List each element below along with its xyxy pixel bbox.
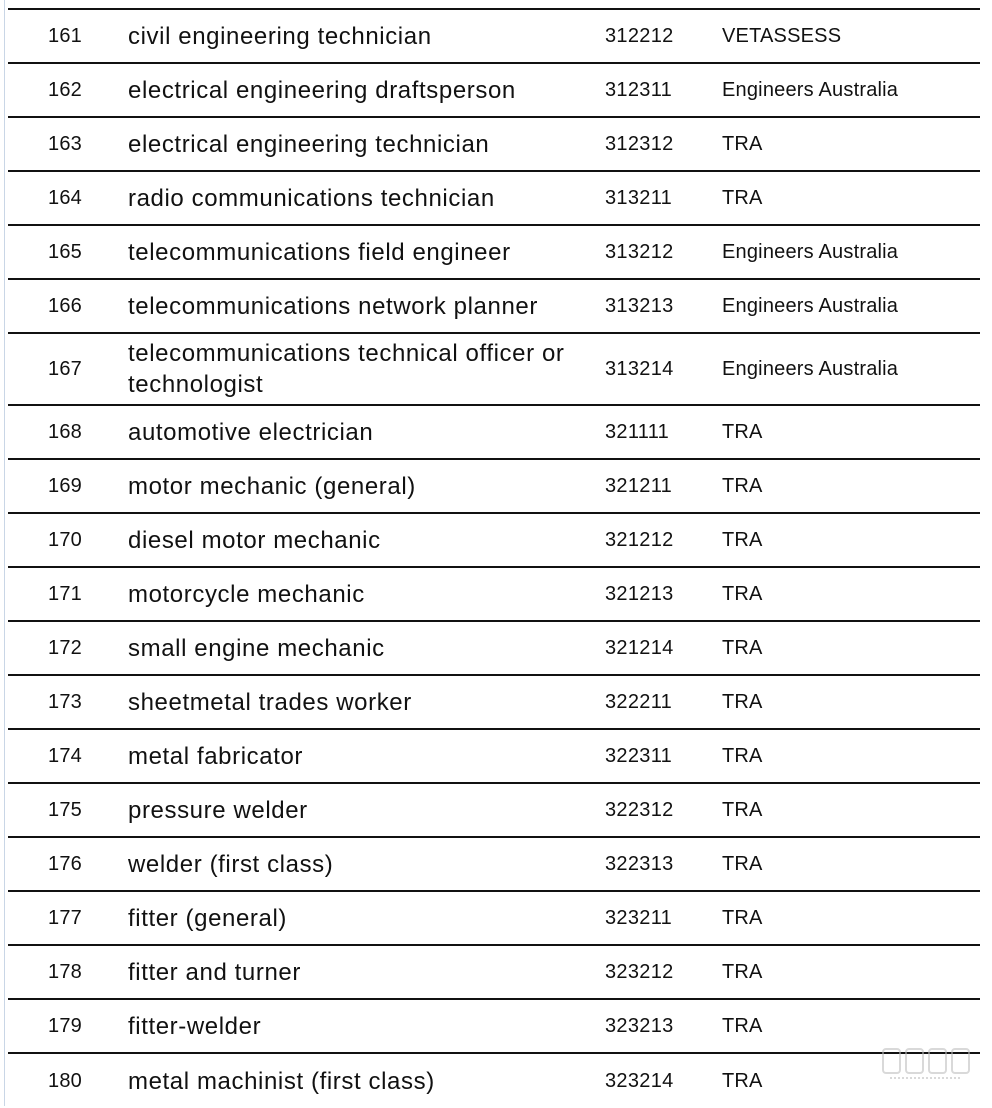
row-number: 173 — [48, 690, 82, 713]
row-number: 164 — [48, 186, 82, 209]
table-row — [8, 8, 980, 62]
assessing-authority: TRA — [722, 852, 763, 875]
row-number: 171 — [48, 582, 82, 605]
row-number: 163 — [48, 132, 82, 155]
table-row — [8, 224, 980, 278]
assessing-authority: TRA — [722, 1014, 763, 1037]
occupation-name: fitter-welder — [128, 1012, 262, 1040]
row-number: 172 — [48, 636, 82, 659]
occupation-name: small engine mechanic — [128, 634, 385, 662]
anzsco-code: 322312 — [605, 798, 674, 821]
anzsco-code: 313211 — [605, 186, 673, 209]
occupation-name: fitter (general) — [128, 904, 287, 932]
row-number: 180 — [48, 1069, 82, 1092]
row-number: 170 — [48, 528, 82, 551]
assessing-authority: Engineers Australia — [722, 357, 899, 380]
row-number: 179 — [48, 1014, 82, 1037]
spreadsheet-grid-line — [4, 0, 5, 1106]
assessing-authority: TRA — [722, 798, 763, 821]
anzsco-code: 322311 — [605, 744, 673, 767]
site-logo-watermark-icon — [882, 1048, 974, 1092]
row-number: 168 — [48, 420, 82, 443]
table-row — [8, 458, 980, 512]
row-number: 178 — [48, 960, 82, 983]
table-row — [8, 674, 980, 728]
occupation-name: civil engineering technician — [128, 22, 432, 50]
assessing-authority: Engineers Australia — [722, 294, 899, 317]
assessing-authority: TRA — [722, 186, 763, 209]
table-row — [8, 890, 980, 944]
occupation-name: metal fabricator — [128, 742, 303, 770]
occupation-table — [8, 8, 980, 1108]
row-number: 165 — [48, 240, 82, 263]
table-row — [8, 836, 980, 890]
row-number: 169 — [48, 474, 82, 497]
table-row — [8, 566, 980, 620]
assessing-authority: Engineers Australia — [722, 78, 899, 101]
assessing-authority: TRA — [722, 960, 763, 983]
table-row — [8, 62, 980, 116]
occupation-name: sheetmetal trades worker — [128, 688, 412, 716]
anzsco-code: 312212 — [605, 24, 674, 47]
occupation-name: electrical engineering technician — [128, 130, 490, 158]
assessing-authority: Engineers Australia — [722, 240, 899, 263]
assessing-authority: TRA — [722, 420, 763, 443]
occupation-name: automotive electrician — [128, 418, 374, 446]
assessing-authority: TRA — [722, 528, 763, 551]
assessing-authority: TRA — [722, 1069, 763, 1092]
anzsco-code: 312311 — [605, 78, 673, 101]
table-row — [8, 278, 980, 332]
row-number: 177 — [48, 906, 82, 929]
table-row — [8, 1052, 980, 1108]
anzsco-code: 313213 — [605, 294, 674, 317]
occupation-name: welder (first class) — [128, 850, 334, 878]
occupation-name: fitter and turner — [128, 958, 301, 986]
table-row — [8, 404, 980, 458]
anzsco-code: 313214 — [605, 357, 674, 380]
anzsco-code: 321111 — [605, 420, 670, 443]
table-row — [8, 998, 980, 1052]
anzsco-code: 322211 — [605, 690, 673, 713]
occupation-name: radio communications technician — [128, 184, 495, 212]
assessing-authority: TRA — [722, 906, 763, 929]
anzsco-code: 322313 — [605, 852, 674, 875]
anzsco-code: 321211 — [605, 474, 673, 497]
row-number: 174 — [48, 744, 82, 767]
table-row — [8, 944, 980, 998]
occupation-name: pressure welder — [128, 796, 308, 824]
occupation-name: metal machinist (first class) — [128, 1067, 435, 1095]
assessing-authority: TRA — [722, 636, 763, 659]
anzsco-code: 312312 — [605, 132, 674, 155]
anzsco-code: 323213 — [605, 1014, 674, 1037]
table-row — [8, 728, 980, 782]
table-row — [8, 782, 980, 836]
assessing-authority: TRA — [722, 690, 763, 713]
row-number: 167 — [48, 357, 82, 380]
table-row — [8, 512, 980, 566]
anzsco-code: 323211 — [605, 906, 673, 929]
assessing-authority: TRA — [722, 582, 763, 605]
row-number: 162 — [48, 78, 82, 101]
anzsco-code: 323212 — [605, 960, 674, 983]
table-row — [8, 332, 980, 404]
table-row — [8, 116, 980, 170]
occupation-name: electrical engineering draftsperson — [128, 76, 516, 104]
row-number: 176 — [48, 852, 82, 875]
row-number: 166 — [48, 294, 82, 317]
assessing-authority: VETASSESS — [722, 24, 842, 47]
occupation-name: motorcycle mechanic — [128, 580, 365, 608]
occupation-name: diesel motor mechanic — [128, 526, 381, 554]
occupation-name: telecommunications network planner — [128, 292, 538, 320]
table-row — [8, 620, 980, 674]
anzsco-code: 321213 — [605, 582, 674, 605]
assessing-authority: TRA — [722, 744, 763, 767]
table-row — [8, 170, 980, 224]
row-number: 175 — [48, 798, 82, 821]
occupation-name: motor mechanic (general) — [128, 472, 416, 500]
row-number: 161 — [48, 24, 82, 47]
anzsco-code: 323214 — [605, 1069, 674, 1092]
assessing-authority: TRA — [722, 132, 763, 155]
assessing-authority: TRA — [722, 474, 763, 497]
anzsco-code: 321214 — [605, 636, 674, 659]
anzsco-code: 313212 — [605, 240, 674, 263]
occupation-name: telecommunications field engineer — [128, 238, 511, 266]
occupation-name: telecommunications technical officer or technologist — [128, 340, 565, 398]
anzsco-code: 321212 — [605, 528, 674, 551]
